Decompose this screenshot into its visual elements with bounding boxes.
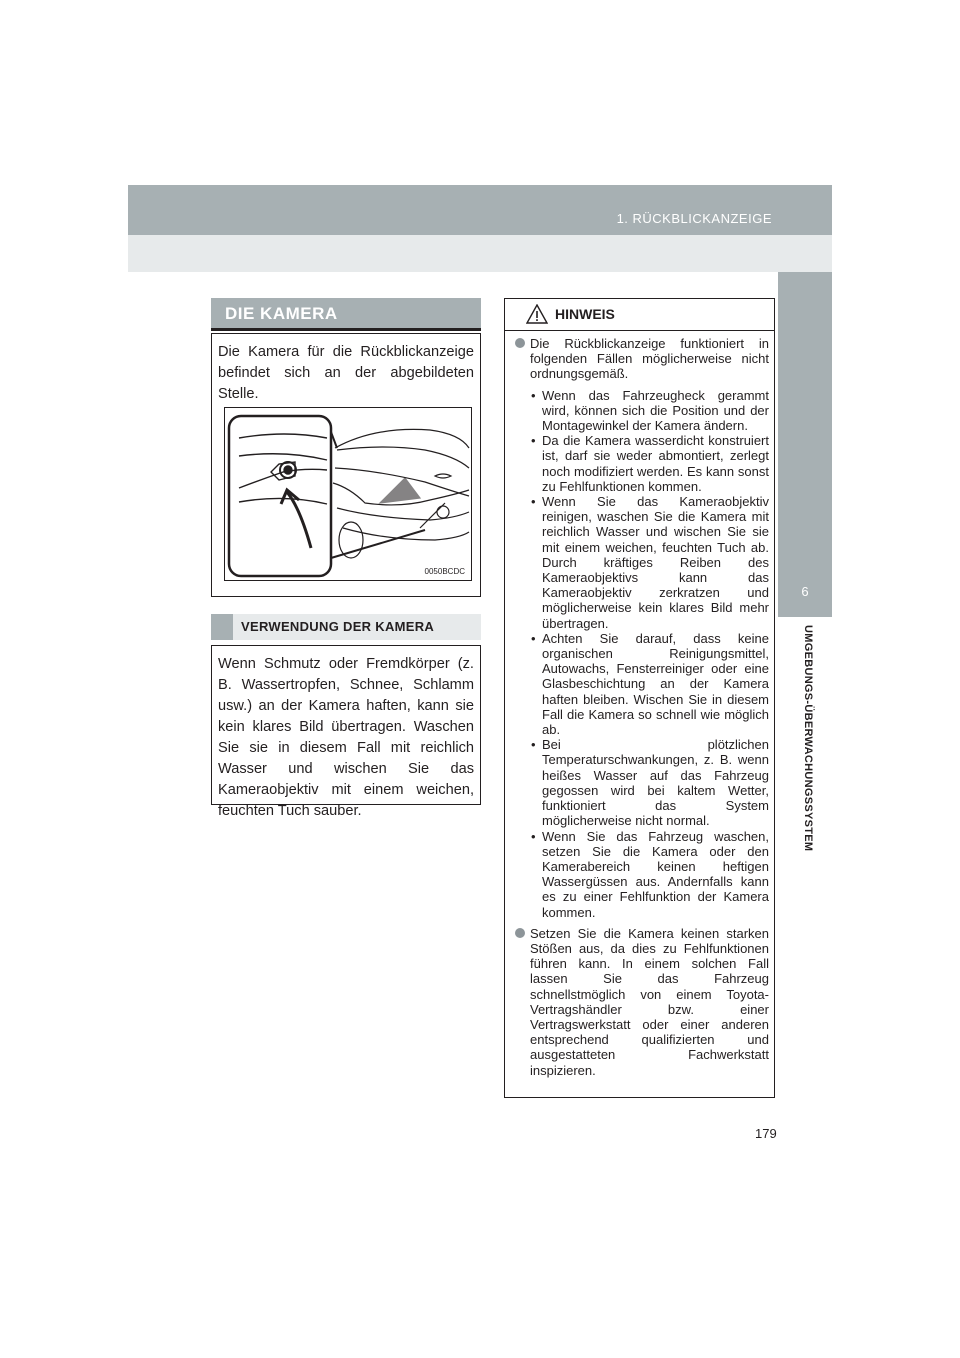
bullet-dot-icon [515,338,525,348]
notice-bullet-text: Die Rückblickanzeige funktioniert in folgenden Fällen möglicherweise nicht ordnungsgemäß. [530,336,769,382]
chapter-side-label: UMGEBUNGS-ÜBERWACHUNGSSYSTEM [802,625,814,852]
notice-bullet-text: Setzen Sie die Kamera keinen starken Stößen aus, da dies zu Fehlfunktionen führen kann. In einem solchen Fall lassen Sie das Fahrzeug schnellstmöglich von einem Toyota-Vertragshändler bzw. einer Vertragswerkstatt oder einer anderen entsprechend qualifizierten und ausgestatteten Fachwerkstatt inspizieren. [530,925,769,1078]
notice-bullet [515,336,769,382]
list-item: • Wenn Sie das Fahrzeug waschen, setzen Sie die Kamera oder den Kamerabereich keinen heftigen Wassergüssen aus. Andernfalls kann es zu einer Fehlfunktion der Kamera kommen. [530,829,769,920]
camera-section-title: DIE KAMERA [225,304,338,323]
chapter-tab [778,272,832,617]
list-item: • Wenn Sie das Kameraobjektiv reinigen, waschen Sie die Kamera mit reichlich Wasser und wischen Sie sie mit einem weichen, feuchten Tuch ab. Durch kräftiges Reiben des Kameraobjektivs kann das Kameraobjektiv zerkratzen und möglicherweise kein klares Bild mehr übertragen. [530,494,769,631]
notice-header [505,299,774,331]
car-rear-drawing [225,408,471,580]
list-item: • Wenn das Fahrzeugheck gerammt wird, können sich die Position und der Montagewinkel der Kamera ändern. [530,388,769,434]
camera-section-box [211,333,481,597]
usage-section-text: Wenn Schmutz oder Fremdkörper (z. B. Wassertropfen, Schnee, Schlamm usw.) an der Kamera haften, kann sie kein klares Bild übertragen. Waschen Sie sie in diesem Fall mit reichlich Wasser und wischen Sie das Kameraobjektiv mit einem weichen, feuchten Tuch sauber. [218,656,474,819]
chapter-number: 6 [801,584,809,599]
notice-bullet [515,926,769,1078]
heading-marker [211,614,233,640]
chapter-title: 1. RÜCKBLICKANZEIGE [616,211,772,226]
usage-section-box [211,645,481,819]
figure-code: 0050BCDC [424,567,465,576]
list-item: • Achten Sie darauf, dass keine organischen Reinigungsmittel, Autowachs, Fensterreiniger oder eine Glasbeschichtung an der Kamera haften bleiben. Wischen Sie in diesem Fall die Kamera so schnell wie möglich ab. [530,631,769,737]
rear-camera-illustration [224,407,472,581]
notice-box [504,298,775,1098]
camera-section-heading [211,298,481,331]
usage-section-heading [211,614,481,640]
camera-section-text: Die Kamera für die Rückblickanzeige befindet sich an der abgebildeten Stelle. [218,344,474,402]
list-item: • Da die Kamera wasserdicht konstruiert ist, darf sie weder abmontiert, zerlegt noch modifiziert werden. Es kann sonst zu Fehlfunktionen kommen. [530,433,769,494]
notice-sublist [530,388,769,920]
usage-section-title: VERWENDUNG DER KAMERA [241,619,435,634]
notice-body [515,336,769,1084]
warning-triangle-icon [526,304,548,324]
header-subband [128,235,832,272]
list-item: • Bei plötzlichen Temperaturschwankungen, z. B. wenn heißes Wasser auf das Fahrzeug gegossen wird bei kaltem Wetter, funktioniert das System möglicherweise nicht normal. [530,737,769,828]
page-number: 179 [755,1126,777,1141]
header-band [128,185,832,235]
bullet-dot-icon [515,928,525,938]
notice-title: HINWEIS [555,306,615,322]
